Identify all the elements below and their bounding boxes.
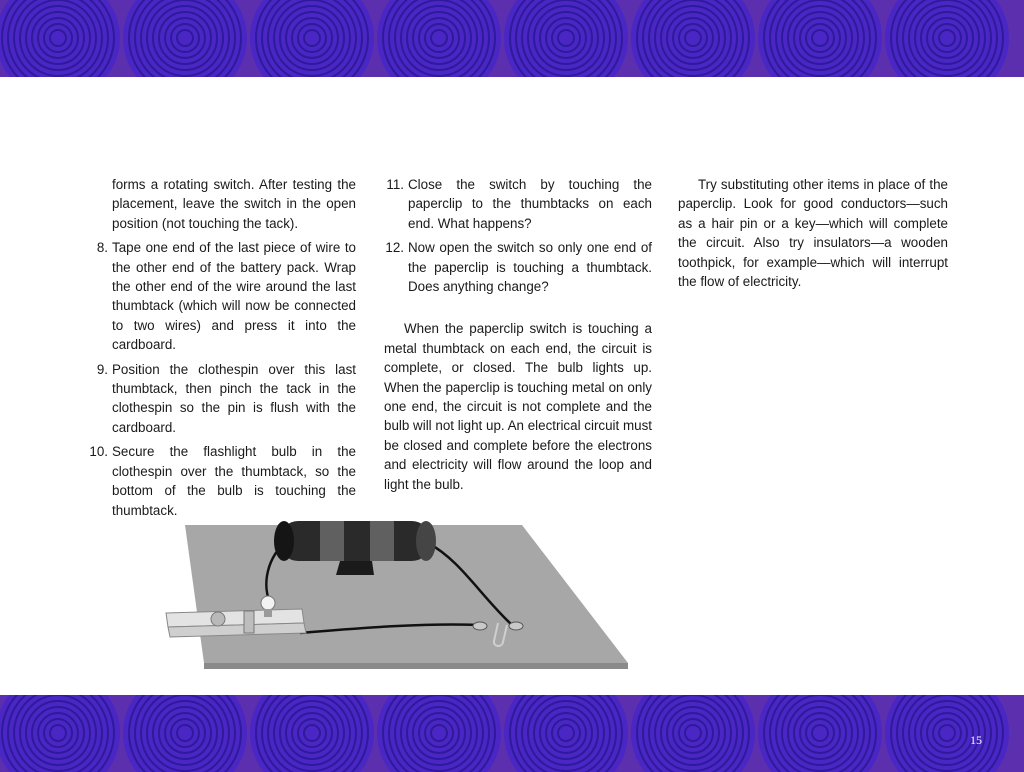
step-number: 8. [96,240,108,256]
step-12 [384,238,652,296]
tape-strip [336,561,374,575]
tip-paragraph: Try substituting other items in place of the paperclip. Look for good conductors—such as a hair pin or a key—which will complete the circuit. Also try insulators—a wooden toothpick, for example—which will interrupt the flow of electricity. [678,177,948,290]
column-one [88,175,356,525]
bottom-decorative-band [0,695,1024,772]
step-number: 11. [386,177,404,192]
thumbtack-right [509,622,523,630]
cardboard-edge [204,663,628,669]
step-number: 12. [385,240,404,256]
explanation-paragraph: When the paperclip switch is touching a metal thumbtack on each end, the circuit is complete, or closed. The bulb lights up. When the paperclip is touching metal on only one end, the circuit is not complete and the bulb will not light up. An electrical circuit must be closed and complete before the electrons and electricity will flow around the loop and light the bulb. [384,321,652,492]
step-8 [88,238,356,354]
clothespin [166,609,306,637]
page-number: 15 [970,733,982,747]
step-9 [88,360,356,438]
continuation-text: forms a rotating switch. After testing the placement, leave the switch in the open position (not touching the tack). [112,177,356,231]
step-text: Now open the switch so only one end of the paperclip is touching a thumbtack. Does anything change? [408,240,652,295]
step-number: 10. [89,444,108,460]
swirl-pattern-bottom [0,695,1024,772]
column-three [678,175,948,291]
spacer [384,301,652,319]
step-text: Close the switch by touching the paperclip to the thumbtacks on each end. What happens? [408,177,652,231]
step-number: 9. [96,361,108,377]
top-decorative-band [0,0,1024,77]
step-11 [384,175,652,233]
step-10 [88,442,356,520]
step-text: Secure the flashlight bulb in the clothespin over the thumbtack, so the bottom of the bulb is touching the thumbtack. [112,444,356,518]
step-text: Tape one end of the last piece of wire to the other end of the battery pack. Wrap the other end of the wire around the last thumbtack (which will now be connected to two wires) and press it into the cardboard. [112,240,356,353]
thumbtack-left [473,622,487,630]
column-two [384,175,652,494]
swirl-pattern-top [0,0,1024,77]
circuit-illustration [160,515,640,680]
step-text: Position the clothespin over this last thumbtack, then pinch the tack in the clothespin so the pin is flush with the cardboard. [112,361,356,435]
